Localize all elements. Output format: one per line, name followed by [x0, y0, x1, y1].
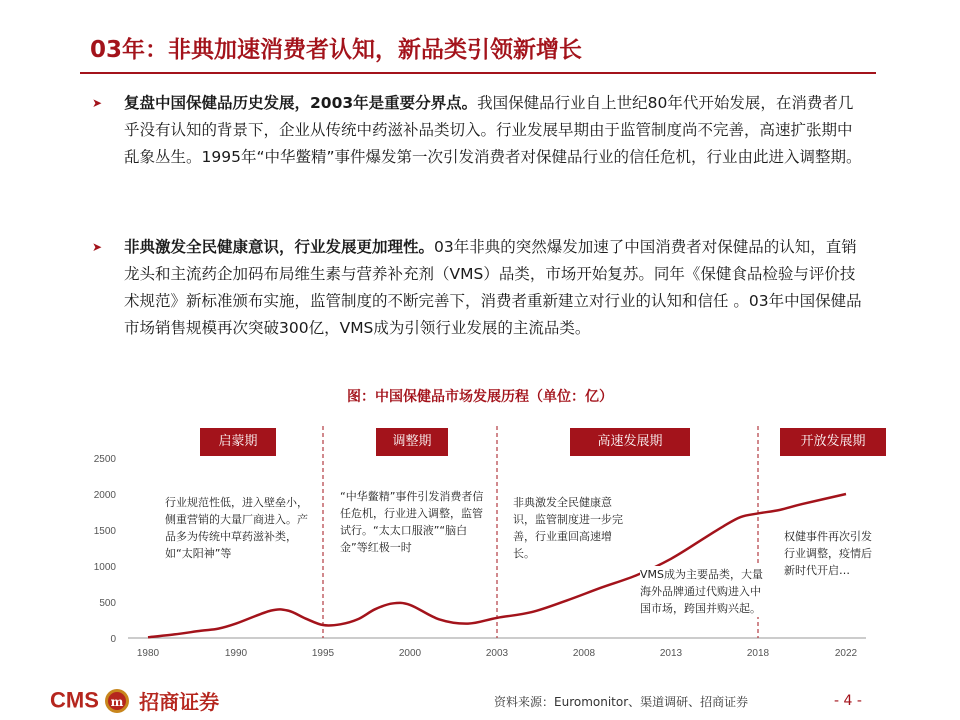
phase-label-adjustment: 调整期: [376, 428, 448, 456]
page-number: - 4 -: [834, 693, 862, 709]
x-tick-label: 2018: [746, 648, 770, 659]
logo-latin: CMS: [50, 687, 99, 713]
y-tick-label: 1000: [93, 562, 116, 573]
cms-emblem-icon: [104, 688, 130, 714]
phase-note-rapid-growth: 非典激发全民健康意识，监管制度进一步完善，行业重回高速增长。: [513, 496, 623, 560]
x-tick-label: 2000: [398, 648, 422, 659]
y-tick-label: 1500: [93, 526, 116, 537]
bullet-1-text: 我国保健品行业自上世纪80年代开始发展，在消费者几乎没有认知的背景下，企业从传统中药滋补品类切入。行业发展早期由于监管制度尚不完善，高速扩张期中乱象丛生。1995年“中华鳖精”事件爆发第一次引发消费者对保健品行业的信任危机，行业由此进入调整期。: [124, 94, 862, 166]
svg-text:m: m: [110, 694, 124, 709]
figure-title: 图：中国保健品市场发展历程（单位：亿）: [347, 389, 613, 405]
x-tick-label: 1995: [311, 648, 335, 659]
logo-chinese: 招商证券: [139, 690, 220, 714]
y-tick-label: 500: [99, 598, 116, 609]
page-title: 03年：非典加速消费者认知，新品类引领新增长: [90, 37, 583, 63]
x-tick-label: 2013: [659, 648, 683, 659]
y-tick-label: 0: [110, 634, 116, 645]
phase-label-rapid-growth: 高速发展期: [570, 428, 690, 456]
x-tick-label: 2003: [485, 648, 509, 659]
figure-source: 资料来源：Euromonitor、渠道调研、招商证券: [494, 695, 749, 709]
phase-label-open-development: 开放发展期: [780, 428, 886, 456]
x-tick-label: 1980: [136, 648, 160, 659]
phase-label-enlightenment: 启蒙期: [200, 428, 276, 456]
phase-note-enlightenment: 行业规范性低，进入壁垒小，侧重营销的大量厂商进入。产品多为传统中草药滋补类，如“太阳神”等: [165, 496, 308, 560]
phase-note-open-development: 权健事件再次引发行业调整，疫情后新时代开启…: [784, 530, 872, 577]
y-tick-label: 2500: [93, 454, 116, 465]
x-tick-label: 2008: [572, 648, 596, 659]
x-tick-label: 2022: [834, 648, 858, 659]
arrow-bullet-icon: ➤: [92, 96, 103, 110]
bullet-2-lead: 非典激发全民健康意识，行业发展更加理性。: [124, 238, 435, 256]
phase-note-vms: VMS成为主要品类，大量海外品牌通过代购进入中国市场，跨国并购兴起。: [640, 566, 770, 617]
x-tick-label: 1990: [224, 648, 248, 659]
bullet-2-text: 03年非典的突然爆发加速了中国消费者对保健品的认知，直销龙头和主流药企加码布局维生素与营养补充剂（VMS）品类，市场开始复苏。同年《保健食品检验与评价技术规范》新标准颁布实施，监管制度的不断完善下，消费者重新建立对行业的认知和信任 。03年中国保健品市场销售规模再次突破300亿，VMS成为引领行业发展的主流品类。: [124, 238, 862, 337]
arrow-bullet-icon: ➤: [92, 240, 103, 254]
company-logo: [50, 686, 219, 716]
phase-note-adjustment: “中华鳖精”事件引发消费者信任危机，行业进入调整，监管试行。“太太口服液”“脑白金”等红极一时: [340, 490, 484, 554]
y-tick-label: 2000: [93, 490, 116, 501]
bullet-1-lead: 复盘中国保健品历史发展，2003年是重要分界点。: [124, 94, 478, 112]
